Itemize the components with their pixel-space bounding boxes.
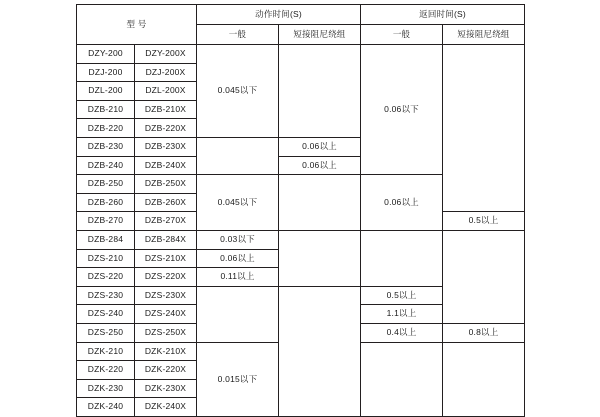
cell-model-a: DZS-250	[77, 323, 135, 342]
cell-model-b: DZK-210X	[135, 342, 197, 361]
cell-model-b: DZB-210X	[135, 100, 197, 119]
cell-model-a: DZS-230	[77, 286, 135, 305]
cell-model-b: DZB-270X	[135, 212, 197, 231]
cell-model-a: DZK-240	[77, 398, 135, 417]
cell-model-a: DZK-210	[77, 342, 135, 361]
cell-model-b: DZB-250X	[135, 175, 197, 194]
cell-return-normal	[361, 342, 443, 416]
cell-operate-normal: 0.045以下	[197, 175, 279, 231]
column-header-operate-normal: 一般	[197, 25, 279, 45]
cell-model-a: DZB-270	[77, 212, 135, 231]
cell-operate-damping	[279, 45, 361, 138]
column-header-return-normal: 一般	[361, 25, 443, 45]
cell-return-normal: 0.06以上	[361, 175, 443, 231]
cell-operate-normal: 0.015以下	[197, 342, 279, 416]
cell-return-damping: 0.8以上	[443, 323, 525, 342]
cell-model-b: DZB-260X	[135, 193, 197, 212]
cell-model-a: DZK-220	[77, 361, 135, 380]
cell-model-a: DZB-284	[77, 230, 135, 249]
cell-return-normal: 0.06以下	[361, 45, 443, 175]
cell-model-a: DZS-210	[77, 249, 135, 268]
cell-return-damping: 0.5以上	[443, 212, 525, 231]
cell-model-b: DZK-220X	[135, 361, 197, 380]
cell-model-b: DZS-230X	[135, 286, 197, 305]
cell-model-a: DZS-240	[77, 305, 135, 324]
cell-model-a: DZB-260	[77, 193, 135, 212]
cell-model-b: DZY-200X	[135, 45, 197, 64]
cell-model-b: DZS-250X	[135, 323, 197, 342]
cell-return-normal: 0.4以上	[361, 323, 443, 342]
cell-model-b: DZL-200X	[135, 82, 197, 101]
specification-table	[76, 4, 525, 417]
cell-model-a: DZB-210	[77, 100, 135, 119]
table-row	[77, 230, 525, 249]
cell-operate-damping	[279, 175, 361, 231]
cell-model-b: DZB-284X	[135, 230, 197, 249]
cell-model-b: DZS-240X	[135, 305, 197, 324]
cell-operate-damping	[279, 286, 361, 416]
cell-operate-normal: 0.045以下	[197, 45, 279, 138]
cell-operate-normal	[197, 137, 279, 174]
cell-operate-normal: 0.11以上	[197, 268, 279, 287]
column-header-model: 型 号	[77, 5, 197, 45]
column-header-return-damping: 短接阻尼绕组	[443, 25, 525, 45]
cell-model-b: DZS-220X	[135, 268, 197, 287]
table-row	[77, 45, 525, 64]
cell-model-b: DZB-230X	[135, 137, 197, 156]
cell-model-a: DZS-220	[77, 268, 135, 287]
cell-model-a: DZB-250	[77, 175, 135, 194]
cell-return-normal: 1.1以上	[361, 305, 443, 324]
cell-model-b: DZB-240X	[135, 156, 197, 175]
cell-model-a: DZY-200	[77, 45, 135, 64]
cell-model-b: DZJ-200X	[135, 63, 197, 82]
cell-model-a: DZB-230	[77, 137, 135, 156]
cell-operate-damping	[279, 230, 361, 286]
cell-return-normal	[361, 230, 443, 286]
table-body	[77, 45, 525, 417]
cell-return-normal: 0.5以上	[361, 286, 443, 305]
cell-operate-damping: 0.06以上	[279, 156, 361, 175]
cell-operate-damping: 0.06以上	[279, 137, 361, 156]
cell-model-b: DZK-240X	[135, 398, 197, 417]
column-header-return-time: 返回时间(S)	[361, 5, 525, 25]
cell-return-damping	[443, 342, 525, 416]
cell-operate-normal: 0.03以下	[197, 230, 279, 249]
column-header-operate-damping: 短接阻尼绕组	[279, 25, 361, 45]
cell-model-b: DZK-230X	[135, 379, 197, 398]
cell-return-damping	[443, 45, 525, 212]
cell-operate-normal: 0.06以上	[197, 249, 279, 268]
cell-return-damping	[443, 230, 525, 323]
cell-model-b: DZS-210X	[135, 249, 197, 268]
cell-model-b: DZB-220X	[135, 119, 197, 138]
cell-operate-normal	[197, 286, 279, 342]
cell-model-a: DZB-220	[77, 119, 135, 138]
column-header-operate-time: 动作时间(S)	[197, 5, 361, 25]
cell-model-a: DZK-230	[77, 379, 135, 398]
table-header	[77, 5, 525, 45]
table-header-row-1	[77, 5, 525, 25]
cell-model-a: DZJ-200	[77, 63, 135, 82]
cell-model-a: DZB-240	[77, 156, 135, 175]
cell-model-a: DZL-200	[77, 82, 135, 101]
